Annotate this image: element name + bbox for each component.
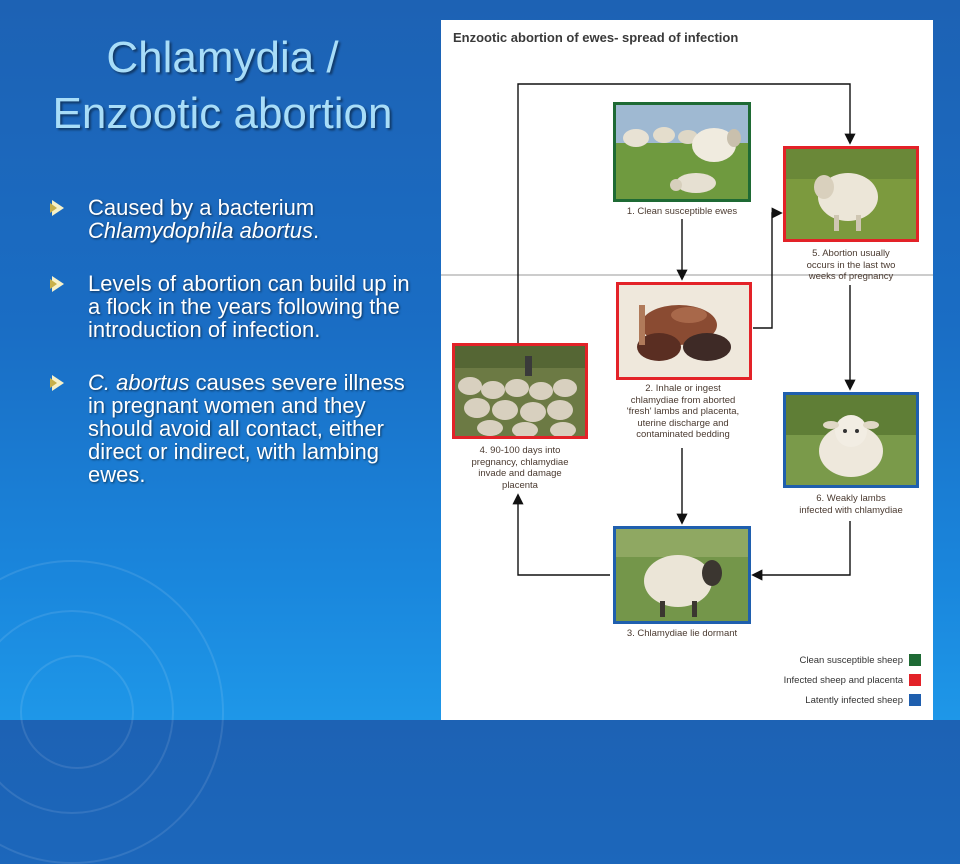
- caption-step-3: 3. Chlamydiae lie dormant: [626, 628, 738, 639]
- caption-step-1: 1. Clean susceptible ewes: [626, 206, 738, 217]
- diagram-title: Enzootic abortion of ewes- spread of infection: [453, 30, 739, 45]
- caption-step-4: 4. 90-100 days into pregnancy, chlamydiae invade and damage placenta: [471, 445, 569, 491]
- title-line: Chlamydia /: [106, 33, 339, 82]
- flock-photo: [452, 343, 588, 439]
- legend-swatch: [909, 654, 921, 666]
- bullet-text: .: [313, 218, 320, 243]
- caption-step-6: 6. Weakly lambs infected with chlamydiae: [799, 493, 903, 516]
- bullet-text: causes severe illness in pregnant women and they should avoid all contact, either direct or indirect, with lambing ewes.: [88, 370, 405, 487]
- bullet-item: [52, 272, 412, 341]
- legend-swatch: [909, 674, 921, 686]
- legend-clean: [799, 654, 921, 666]
- dormant-ewe-photo: [613, 526, 751, 624]
- infection-cycle-diagram: [441, 20, 933, 720]
- legend-label: Latently infected sheep: [805, 694, 903, 706]
- legend-infected: [784, 674, 921, 686]
- background-swirl: [20, 655, 134, 769]
- bullet-text: Chlamydophila abortus: [88, 218, 314, 243]
- bullet-text: C. abortus: [88, 370, 190, 395]
- bullet-arrow-icon: [52, 276, 64, 292]
- legend-label: Clean susceptible sheep: [799, 654, 903, 666]
- bullet-item: [52, 371, 412, 486]
- legend-latent: [805, 694, 921, 706]
- title-line: Enzootic abortion: [52, 89, 393, 138]
- legend-label: Infected sheep and placenta: [783, 674, 903, 686]
- legend-swatch: [909, 694, 921, 706]
- bullet-item: [52, 196, 412, 242]
- weak-lamb-photo: [783, 392, 919, 488]
- clean-ewes-photo: [613, 102, 751, 202]
- bullet-arrow-icon: [52, 200, 64, 216]
- aborting-ewe-photo: [783, 146, 919, 242]
- bullet-text: Caused by a bacterium: [88, 195, 315, 220]
- bullet-text: Levels of abortion can build up in a flock in the years following the introduction of infection.: [88, 271, 410, 342]
- aborted-lambs-photo: [616, 282, 752, 380]
- caption-step-5: 5. Abortion usually occurs in the last two weeks of pregnancy: [806, 248, 896, 282]
- caption-step-2: 2. Inhale or ingest chlamydiae from aborted 'fresh' lambs and placenta, uterine discharge and contaminated bedding: [626, 383, 740, 440]
- bullet-list: [52, 196, 412, 516]
- slide-title: [20, 30, 425, 142]
- bullet-arrow-icon: [52, 375, 64, 391]
